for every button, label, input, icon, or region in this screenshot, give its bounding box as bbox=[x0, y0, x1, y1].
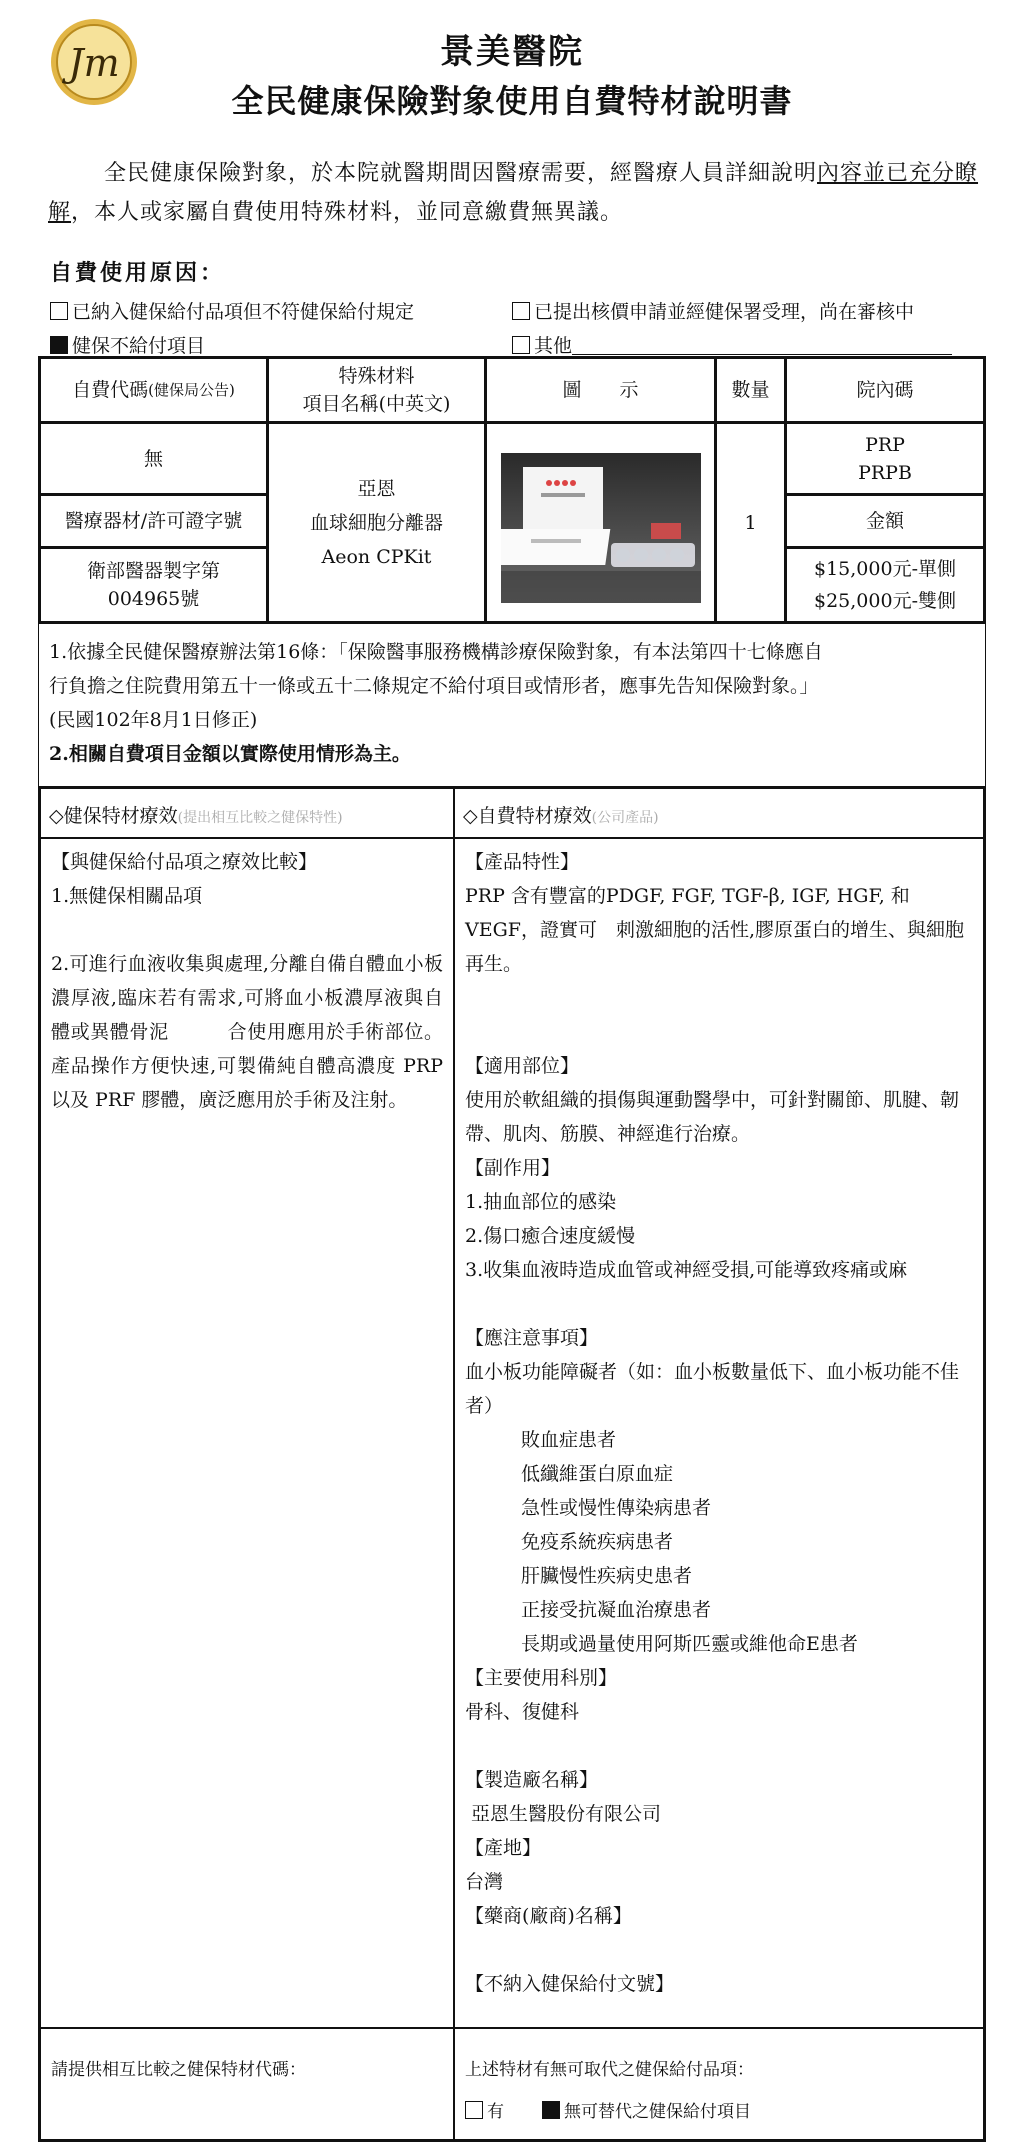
other-reason-blank[interactable] bbox=[572, 335, 952, 355]
department-heading: 【主要使用科別】 bbox=[465, 1667, 618, 1689]
caution-intro: 血小板功能障礙者（如：血小板數量低下、血小板功能不佳者） bbox=[465, 1361, 960, 1417]
product-image bbox=[501, 453, 701, 603]
reason-option-1[interactable] bbox=[50, 297, 414, 324]
checkbox-empty-icon[interactable] bbox=[465, 2101, 483, 2119]
header-item-name-line1: 特殊材料 bbox=[338, 365, 415, 387]
code-value: 無 bbox=[143, 447, 163, 470]
document-title: 全民健康保險對象使用自費特材說明書 bbox=[231, 82, 793, 120]
special-material-table bbox=[38, 356, 986, 624]
note-1-line2: 行負擔之住院費用第五十一條或五十二條規定不給付項目或情形者，應事先告知保險對象。」 bbox=[49, 675, 819, 697]
header-item-name bbox=[269, 359, 484, 421]
manufacturer-text: 亞恩生醫股份有限公司 bbox=[465, 1803, 662, 1825]
caution-heading: 【應注意事項】 bbox=[465, 1327, 599, 1349]
nhi-efficacy-content bbox=[51, 845, 443, 1117]
feature-heading: 【產品特性】 bbox=[465, 851, 580, 873]
substitute-no-label: 無可替代之健保給付項目 bbox=[564, 2102, 751, 2122]
origin-heading: 【產地】 bbox=[465, 1837, 542, 1859]
quantity-value: 1 bbox=[744, 511, 757, 534]
item-name-line1: 亞恩 bbox=[357, 477, 396, 500]
nhi-code-prompt: 請提供相互比較之健保特材代碼： bbox=[51, 2060, 306, 2080]
license-value-line2: 004965號 bbox=[107, 588, 200, 610]
intro-lead: 全民健康保險對象，於本院就醫期間因醫療需要，經醫療人員詳細說明 bbox=[104, 161, 818, 186]
reason-option-3[interactable] bbox=[50, 331, 205, 358]
checkbox-checked-icon[interactable] bbox=[542, 2101, 560, 2119]
nhi-document-heading: 【不納入健保給付文號】 bbox=[465, 1973, 675, 1995]
intro-rest: ，本人或家屬自費使用特殊材料，並同意繳費無異議。 bbox=[71, 200, 624, 225]
logo-text: Jm bbox=[68, 41, 120, 85]
amount-value bbox=[787, 549, 983, 621]
caution-item: 急性或慢性傳染病患者 bbox=[521, 1497, 712, 1519]
compare-point-1: 1.無健保相關品項 bbox=[51, 885, 203, 907]
reason-option-1-label: 已納入健保給付品項但不符健保給付規定 bbox=[72, 301, 415, 323]
caution-item: 敗血症患者 bbox=[521, 1429, 617, 1451]
hospital-name: 景美醫院 bbox=[440, 32, 584, 72]
department-text: 骨科、復健科 bbox=[465, 1701, 580, 1723]
side-effect-1: 1.抽血部位的感染 bbox=[465, 1191, 617, 1213]
site-text: 使用於軟組織的損傷與運動醫學中，可針對關節、肌腱、韌帶、肌肉、筋膜、神經進行治療。 bbox=[465, 1089, 960, 1145]
legal-notes bbox=[38, 624, 986, 786]
reason-option-3-label: 健保不給付項目 bbox=[72, 335, 206, 357]
item-name-line2: 血球細胞分離器 bbox=[309, 511, 443, 534]
license-value bbox=[41, 549, 266, 621]
left-column-note: (提出相互比較之健保特性) bbox=[177, 810, 343, 826]
hospital-code-value bbox=[787, 424, 983, 493]
note-1-line1: 1.依據全民健保醫療辦法第16條：「保險醫事服務機構診療保險對象，有本法第四十七條應自 bbox=[49, 641, 823, 663]
checkbox-empty-icon[interactable] bbox=[50, 302, 68, 320]
header-item-name-line2: 項目名稱(中英文) bbox=[302, 393, 451, 415]
amount-label: 金額 bbox=[865, 510, 904, 532]
side-effect-heading: 【副作用】 bbox=[465, 1157, 561, 1179]
compare-point-2: 2.可進行血液收集與處理,分離自備自體血小板濃厚液,臨床若有需求,可將血小板濃厚液與自體或異體骨泥 合使用應用於手術部位。產品操作方便快速,可製備純自體高濃度 PRP 以及 PRF 膠體，廣泛應用於手術及注射。 bbox=[51, 953, 443, 1111]
site-heading: 【適用部位】 bbox=[465, 1055, 580, 1077]
header-code bbox=[41, 359, 266, 421]
substitute-prompt: 上述特材有無可取代之健保給付品項： bbox=[465, 2060, 754, 2080]
intro-underlined: 內容並已充分瞭解 bbox=[48, 161, 979, 225]
header-code-label: 自費代碼 bbox=[72, 379, 149, 401]
substitute-yes-label: 有 bbox=[487, 2102, 504, 2122]
vendor-heading: 【藥商(廠商)名稱】 bbox=[465, 1905, 632, 1927]
compare-heading: 【與健保給付品項之療效比較】 bbox=[51, 851, 318, 873]
substitute-options bbox=[465, 2097, 751, 2122]
hospital-code-line1: PRP bbox=[865, 433, 905, 456]
price-double: $25,000元-雙側 bbox=[814, 590, 956, 612]
license-label: 醫療器材/許可證字號 bbox=[64, 510, 243, 532]
hospital-code-line2: PRPB bbox=[858, 461, 912, 484]
right-column-title: ◇自費特材療效 bbox=[463, 805, 592, 827]
efficacy-table bbox=[38, 786, 986, 2142]
note-2: 2.相關自費項目金額以實際使用情形為主。 bbox=[49, 743, 411, 765]
price-single: $15,000元-單側 bbox=[814, 558, 956, 580]
header-hospital-code: 院內碼 bbox=[856, 379, 914, 401]
checkbox-checked-icon[interactable] bbox=[50, 336, 68, 354]
feature-text: PRP 含有豐富的PDGF, FGF, TGF-β, IGF, HGF, 和VEGF，證實可 刺激細胞的活性,膠原蛋白的增生、與細胞再生。 bbox=[465, 885, 964, 975]
reason-title: 自費使用原因： bbox=[50, 260, 226, 286]
origin-text: 台灣 bbox=[465, 1871, 504, 1893]
item-name bbox=[269, 424, 484, 621]
header-image: 圖 示 bbox=[562, 379, 639, 401]
reason-option-4-label: 其他 bbox=[534, 335, 573, 357]
caution-item: 免疫系統疾病患者 bbox=[521, 1531, 674, 1553]
checkbox-empty-icon[interactable] bbox=[512, 302, 530, 320]
reason-option-2-label: 已提出核價申請並經健保署受理，尚在審核中 bbox=[534, 301, 915, 323]
checkbox-empty-icon[interactable] bbox=[512, 336, 530, 354]
caution-item: 肝臟慢性疾病史患者 bbox=[521, 1565, 693, 1587]
caution-item: 長期或過量使用阿斯匹靈或維他命E患者 bbox=[521, 1633, 858, 1655]
side-effect-3: 3.收集血液時造成血管或神經受損,可能導致疼痛或麻 bbox=[465, 1259, 908, 1281]
right-column-note: (公司產品) bbox=[591, 810, 659, 826]
intro-paragraph bbox=[48, 154, 992, 232]
note-1-line3: (民國102年8月1日修正) bbox=[49, 709, 258, 731]
left-column-header bbox=[49, 801, 343, 828]
side-effect-2: 2.傷口癒合速度緩慢 bbox=[465, 1225, 636, 1247]
header-quantity: 數量 bbox=[731, 379, 770, 401]
item-name-line3: Aeon CPKit bbox=[321, 545, 432, 568]
caution-item: 正接受抗凝血治療患者 bbox=[521, 1599, 712, 1621]
right-column-header bbox=[463, 801, 659, 828]
manufacturer-heading: 【製造廠名稱】 bbox=[465, 1769, 599, 1791]
left-column-title: ◇健保特材療效 bbox=[49, 805, 178, 827]
reason-option-2[interactable] bbox=[512, 297, 914, 324]
self-pay-efficacy-content bbox=[465, 845, 979, 2001]
license-value-line1: 衛部醫器製字第 bbox=[86, 560, 220, 582]
caution-item: 低纖維蛋白原血症 bbox=[521, 1463, 674, 1485]
reason-option-4[interactable] bbox=[512, 331, 952, 358]
header-code-note: (健保局公告) bbox=[148, 381, 235, 399]
